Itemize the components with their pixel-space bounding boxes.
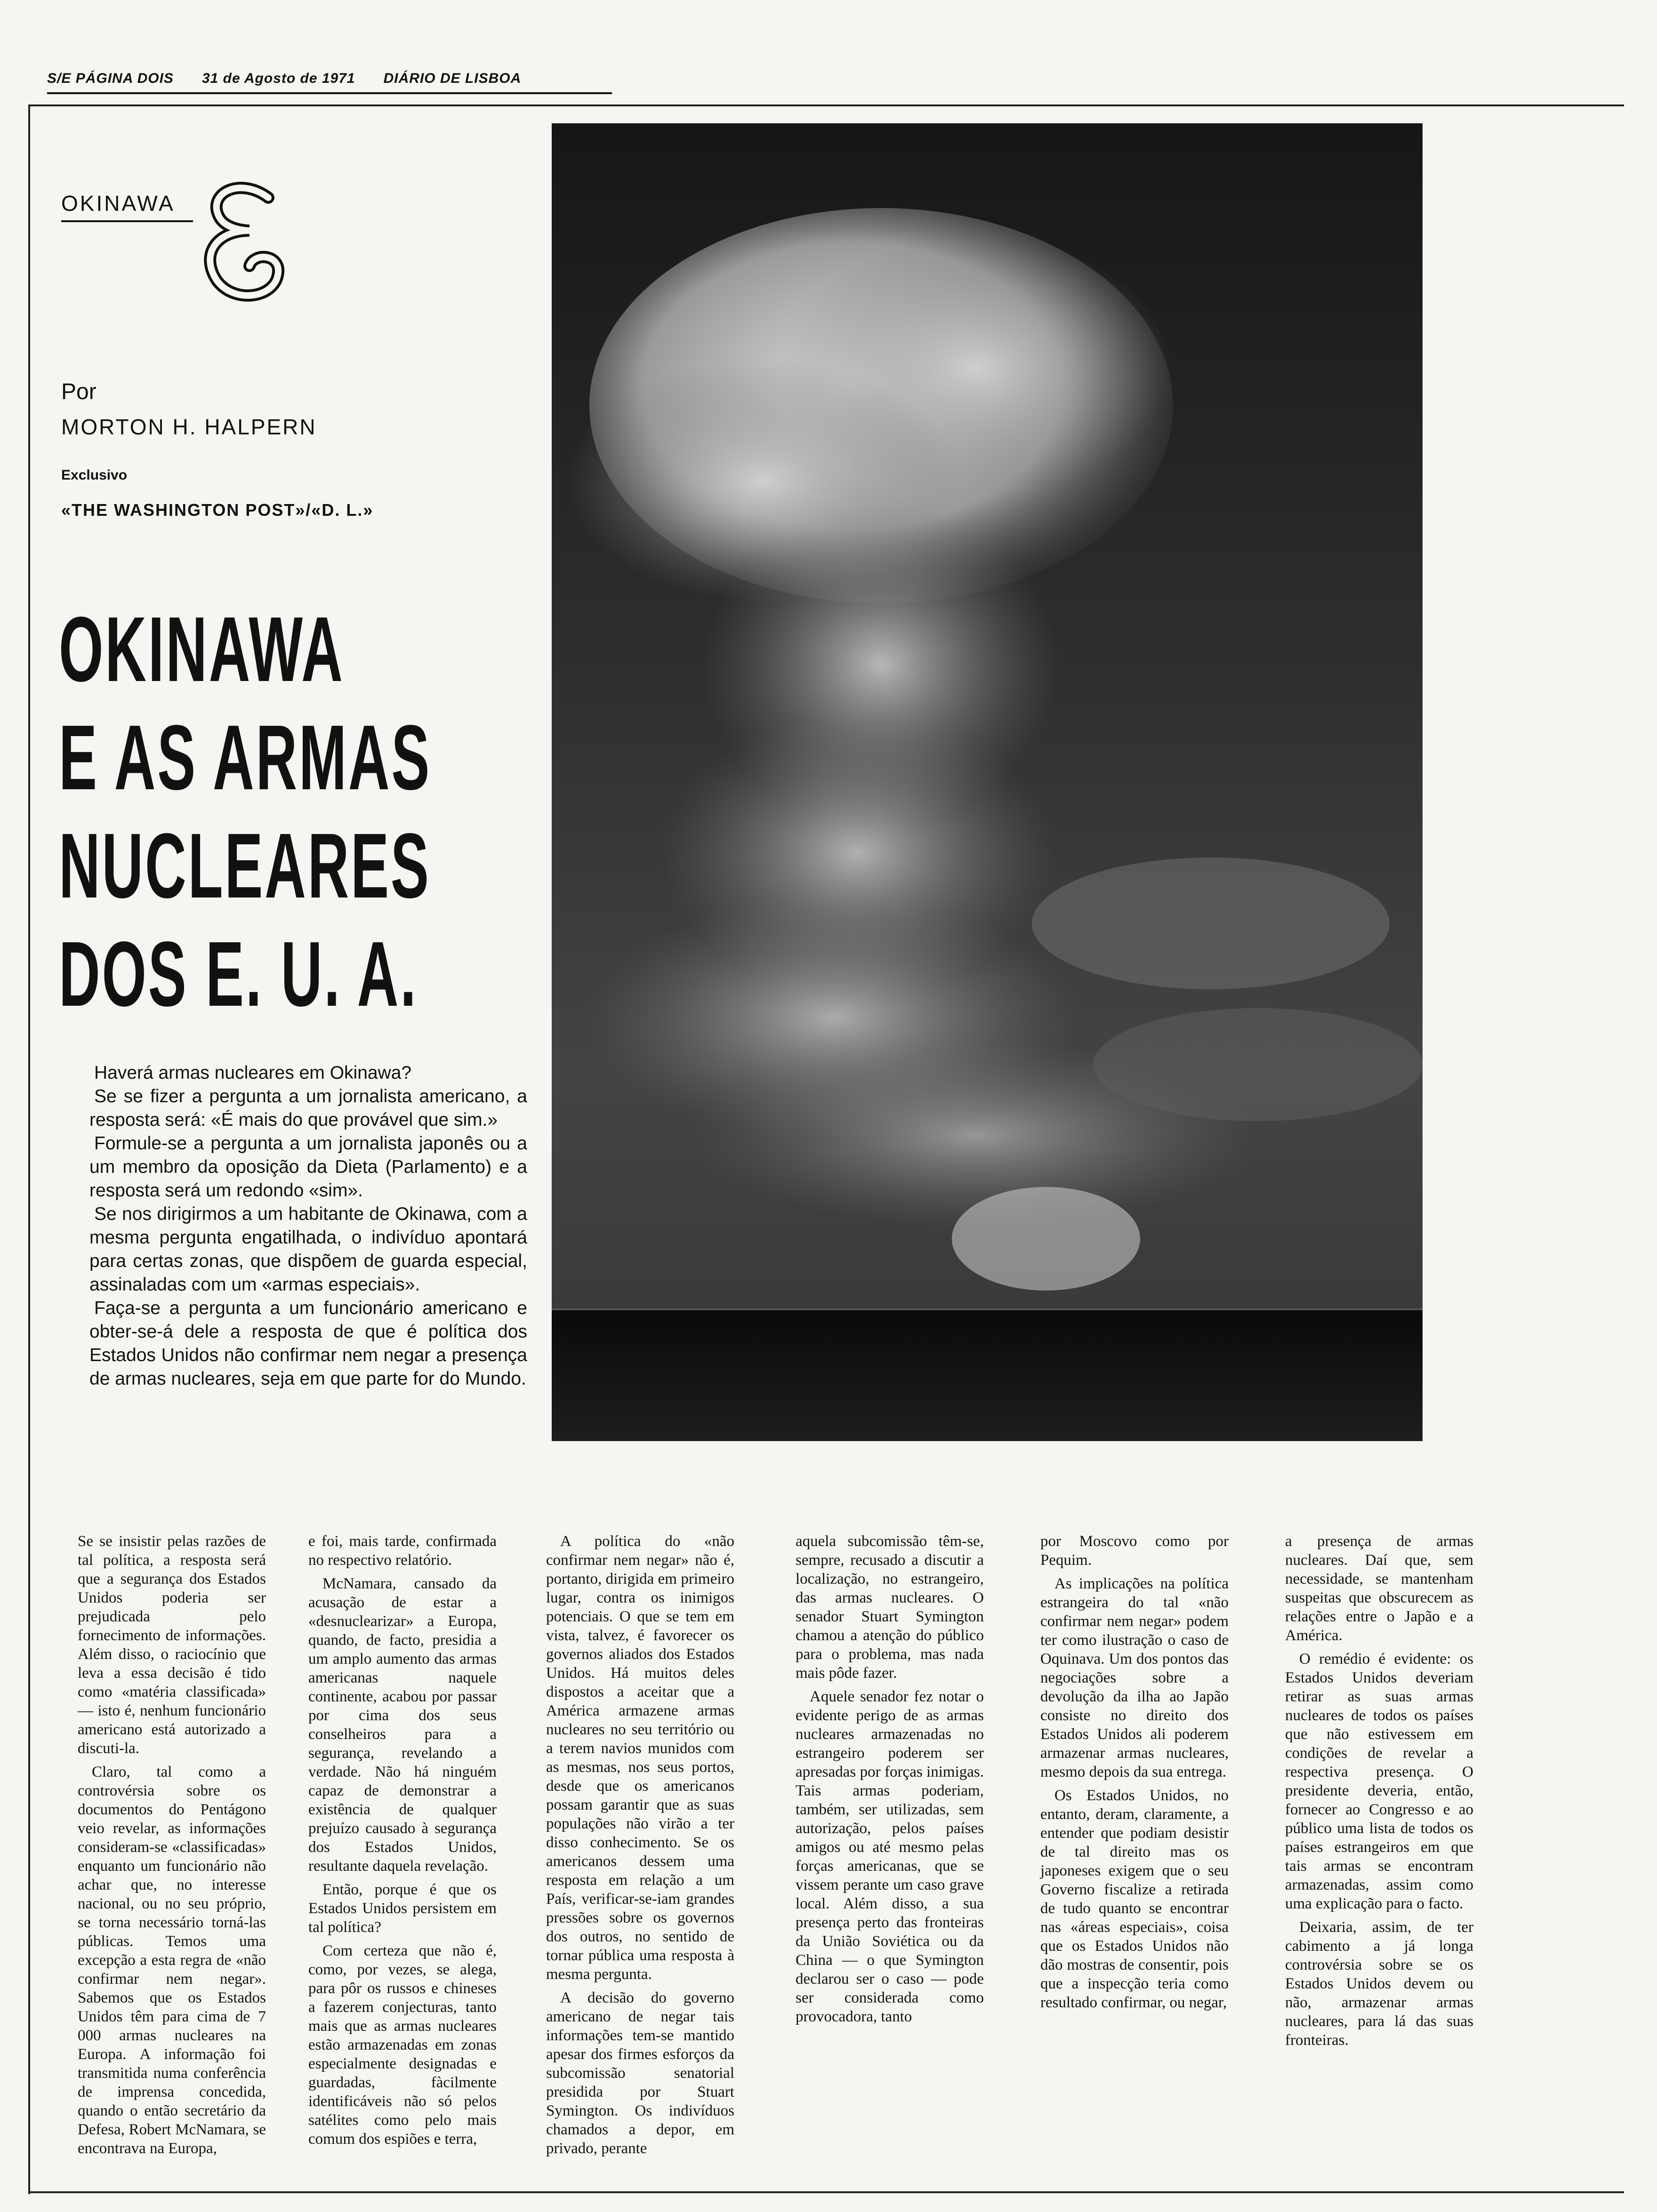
article-column-1 <box>78 1532 266 2163</box>
masthead <box>47 71 612 87</box>
headline-line: OKINAWA <box>59 598 345 701</box>
article-column-5 <box>1040 1532 1229 2017</box>
frame-top-rule <box>28 104 1624 106</box>
article-paragraph: Deixaria, assim, de ter cabimento a já longa controvérsia sobre se os Estados Unidos devem ou não, armazenar armas nucleares, para lá das suas fronteiras. <box>1285 1919 1473 2049</box>
masthead-section: S/E PÁGINA DOIS <box>47 71 174 86</box>
masthead-date: 31 de Agosto de 1971 <box>201 71 355 86</box>
frame-bottom-rule <box>28 2191 1624 2193</box>
article-paragraph: O remédio é evidente: os Estados Unidos deveriam retirar as suas armas nucleares de todos os países que não estivessem em condições de revelar a respectiva presença. O presidente deveria, então, fornecer ao Congresso e ao público uma lista de todos os países estrangeiros em que tais armas se encontram armazenadas, assim como uma explicação para o facto. <box>1285 1651 1473 1912</box>
section-label: OKINAWA <box>61 191 175 216</box>
article-paragraph: A política do «não confirmar nem negar» não é, portanto, dirigida em primeiro lugar, contra os inimigos potenciais. O que se tem em vista, talvez, é favorecer os governos aliados dos Estados Unidos. Há muitos deles dispostos a aceitar que a América armazene armas nucleares no seu território ou a terem navios munidos com as mesmas, nos seus portos, desde que os americanos possam garantir que as suas populações não virão a ter disso conhecimento. Se os americanos dessem uma resposta em relação a um País, verificar-se-iam grandes pressões sobre os governos dos outros, no sentido de tornar pública uma resposta à mesma pergunta. <box>546 1533 734 1983</box>
byline-por: Por <box>61 379 97 404</box>
article-paragraph: e foi, mais tarde, confirmada no respectivo relatório. <box>308 1533 497 1569</box>
article-paragraph: Os Estados Unidos, no entanto, deram, claramente, a entender que podiam desistir de tal direito mas os japoneses exigem que o seu Governo fiscalize a retirada de tudo quanto se encontrar nas «áreas especiais», coisa que os Estados Unidos não dão mostras de consentir, pois que a inspecção teria como resultado confirmar, ou negar, <box>1040 1787 1229 2011</box>
section-emblem-icon <box>198 179 292 306</box>
intro-paragraph: Se nos dirigirmos a um habitante de Okinawa, com a mesma pergunta engatilhada, o indivíduo apontará para certas zonas, que dispõem de guarda especial, assinaladas com um «armas especiais». <box>89 1204 527 1295</box>
intro-paragraph: Se se fizer a pergunta a um jornalista americano, a resposta será: «É mais do que provável que sim.» <box>89 1086 527 1130</box>
masthead-paper: DIÁRIO DE LISBOA <box>383 71 522 86</box>
article-paragraph: A decisão do governo americano de negar tais informações tem-se mantido apesar dos firmes esforços da subcomissão senatorial presidida por Stuart Symington. Os indivíduos chamados a depor, em privado, perante <box>546 1989 734 2157</box>
intro-text <box>89 1061 527 1391</box>
article-column-2 <box>308 1532 497 2153</box>
headline <box>59 595 432 1028</box>
section-rule <box>61 220 193 222</box>
article-paragraph: Claro, tal como a controvérsia sobre os documentos do Pentágono veio revelar, as informações consideram-se «classificadas» enquanto um funcionário não achar que, no interesse nacional, ou no seu próprio, se torna necessário torná-las públicas. Temos uma excepção a esta regra de «não confirmar nem negar». Sabemos que os Estados Unidos têm para cima de 7 000 armas nucleares na Europa. A informação foi transmitida numa conferência de imprensa concedida, quando o então secretário da Defesa, Robert McNamara, se encontrava na Europa, <box>78 1763 266 2157</box>
article-column-6 <box>1285 1532 1473 2054</box>
article-paragraph: aquela subcomissão têm-se, sempre, recusado a discutir a localização, no estrangeiro, das armas nucleares. O senador Stuart Symington chamou a atenção do público para o problema, mas nada mais pôde fazer. <box>796 1533 984 1682</box>
article-paragraph: McNamara, cansado da acusação de estar a «desnuclearizar» a Europa, quando, de facto, presidia a um amplo aumento das armas americanas naquele continente, acabou por passar por cima dos seus conselheiros para a segurança, revelando a verdade. Não há ninguém capaz de demonstrar a existência de qualquer prejuízo causado à segurança dos Estados Unidos, resultante daquela revelação. <box>308 1575 497 1875</box>
intro-paragraph: Formule-se a pergunta a um jornalista japonês ou a um membro da oposição da Dieta (Parlamento) e a resposta será um redondo «sim». <box>89 1133 527 1201</box>
article-paragraph: por Moscovo como por Pequim. <box>1040 1533 1229 1569</box>
article-paragraph: Com certeza que não é, como, por vezes, se alega, para pôr os russos e chineses a fazerem conjecturas, tanto mais que as armas nucleares estão armazenadas em zonas especialmente designadas e guardadas, fàcilmente identificáveis não só pelos satélites como pelo mais comum dos espiões e terra, <box>308 1942 497 2148</box>
article-paragraph: As implicações na política estrangeira do tal «não confirmar nem negar» podem ter como ilustração o caso de Oquinava. Um dos pontos das negociações sobre a devolução da ilha ao Japão consiste no direito dos Estados Unidos ali poderem armazenar armas nucleares, mesmo depois da sua entrega. <box>1040 1575 1229 1780</box>
headline-line: NUCLEARES <box>59 814 431 917</box>
article-paragraph: Aquele senador fez notar o evidente perigo de as armas nucleares armazenadas no estrangeiro poderem ser apresadas por forças inimigas. Tais armas poderiam, também, ser utilizadas, sem autorização, pelos países amigos ou até mesmo pelas forças americanas, que se vissem perante um caso grave local. Além disso, a sua presença perto das fronteiras da União Soviética ou da China — o que Symington declarou ser o caso — pode ser considerada como provocadora, tanto <box>796 1688 984 2025</box>
byline-source: «THE WASHINGTON POST»/«D. L.» <box>61 500 374 520</box>
mushroom-cloud-photo <box>552 123 1423 1441</box>
frame-left-rule <box>28 104 30 2194</box>
article-column-3 <box>546 1532 734 2163</box>
article-column-4 <box>796 1532 984 2031</box>
byline-exclusive: Exclusivo <box>61 467 128 483</box>
byline-author: MORTON H. HALPERN <box>61 415 317 439</box>
article-paragraph: Se se insistir pelas razões de tal política, a resposta será que a segurança dos Estados Unidos poderia ser prejudicada pelo fornecimento de informações. Além disso, o raciocínio que leva a essa decisão é tido como «matéria classificada» — isto é, nenhum funcionário americano está autorizado a discuti-la. <box>78 1533 266 1757</box>
masthead-rule <box>47 92 612 94</box>
article-paragraph: a presença de armas nucleares. Daí que, sem necessidade, se mantenham suspeitas que obscurecem as relações entre o Japão e a América. <box>1285 1533 1473 1644</box>
article-paragraph: Então, porque é que os Estados Unidos persistem em tal política? <box>308 1881 497 1936</box>
intro-paragraph: Haverá armas nucleares em Okinawa? <box>94 1063 412 1083</box>
headline-line: E AS ARMAS <box>59 706 432 809</box>
intro-paragraph: Faça-se a pergunta a um funcionário americano e obter-se-á dele a resposta de que é política dos Estados Unidos não confirmar nem negar a presença de armas nucleares, seja em que parte for do Mundo. <box>89 1298 527 1389</box>
headline-line: DOS E. U. A. <box>59 922 418 1026</box>
